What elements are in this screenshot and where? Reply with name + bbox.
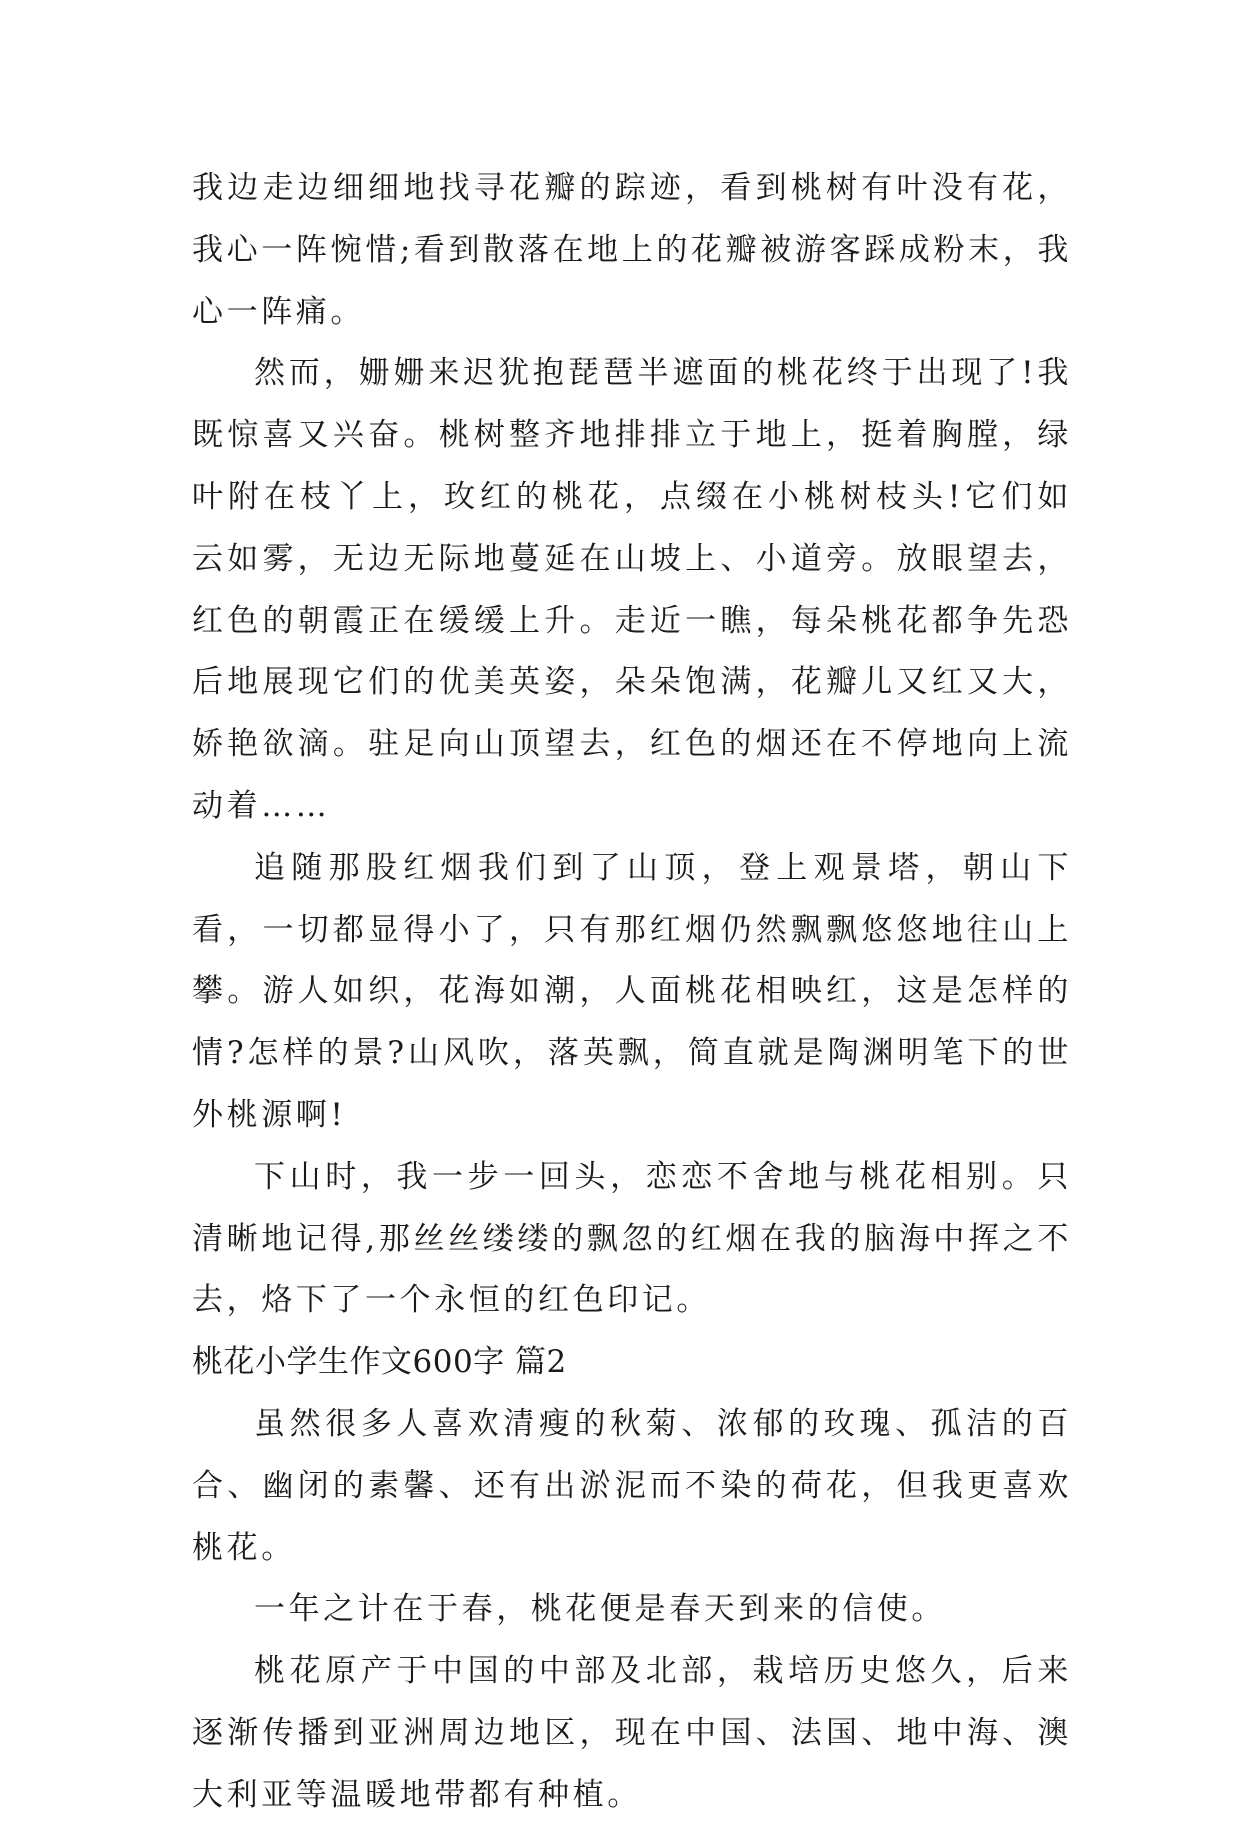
paragraph-1: 我边走边细细地找寻花瓣的踪迹，看到桃树有叶没有花，我心一阵惋惜;看到散落在地上的花瓣被游客踩成粉末，我心一阵痛。 (192, 170, 1072, 330)
section-heading: 桃花小学生作文600字 篇2 (192, 1344, 567, 1381)
paragraph-3: 追随那股红烟我们到了山顶，登上观景塔，朝山下看，一切都显得小了，只有那红烟仍然飘飘悠悠地往山上攀。游人如织，花海如潮，人面桃花相映红，这是怎样的情?怎样的景?山风吹，落英飘，简直就是陶渊明笔下的世外桃源啊! (192, 849, 1072, 1133)
paragraph-4: 下山时，我一步一回头，恋恋不舍地与桃花相别。只清晰地记得,那丝丝缕缕的飘忽的红烟在我的脑海中挥之不去，烙下了一个永恒的红色印记。 (192, 1158, 1072, 1319)
essay-body (192, 158, 1072, 1827)
paragraph-2: 然而，姗姗来迟犹抱琵琶半遮面的桃花终于出现了!我既惊喜又兴奋。桃树整齐地排排立于地上，挺着胸膛，绿叶附在枝丫上，玫红的桃花，点缀在小桃树枝头!它们如云如雾，无边无际地蔓延在山坡上、小道旁。放眼望去，红色的朝霞正在缓缓上升。走近一瞧，每朵桃花都争先恐后地展现它们的优美英姿，朵朵饱满，花瓣儿又红又大，娇艳欲滴。驻足向山顶望去，红色的烟还在不停地向上流动着…… (192, 355, 1072, 824)
paragraph-7: 桃花原产于中国的中部及北部，栽培历史悠久，后来逐渐传播到亚洲周边地区，现在中国、法国、地中海、澳大利亚等温暖地带都有种植。 (192, 1653, 1072, 1813)
paragraph-5: 虽然很多人喜欢清瘦的秋菊、浓郁的玫瑰、孤洁的百合、幽闭的素馨、还有出淤泥而不染的荷花，但我更喜欢桃花。 (192, 1405, 1072, 1566)
paragraph-6: 一年之计在于春，桃花便是春天到来的信使。 (254, 1591, 946, 1628)
